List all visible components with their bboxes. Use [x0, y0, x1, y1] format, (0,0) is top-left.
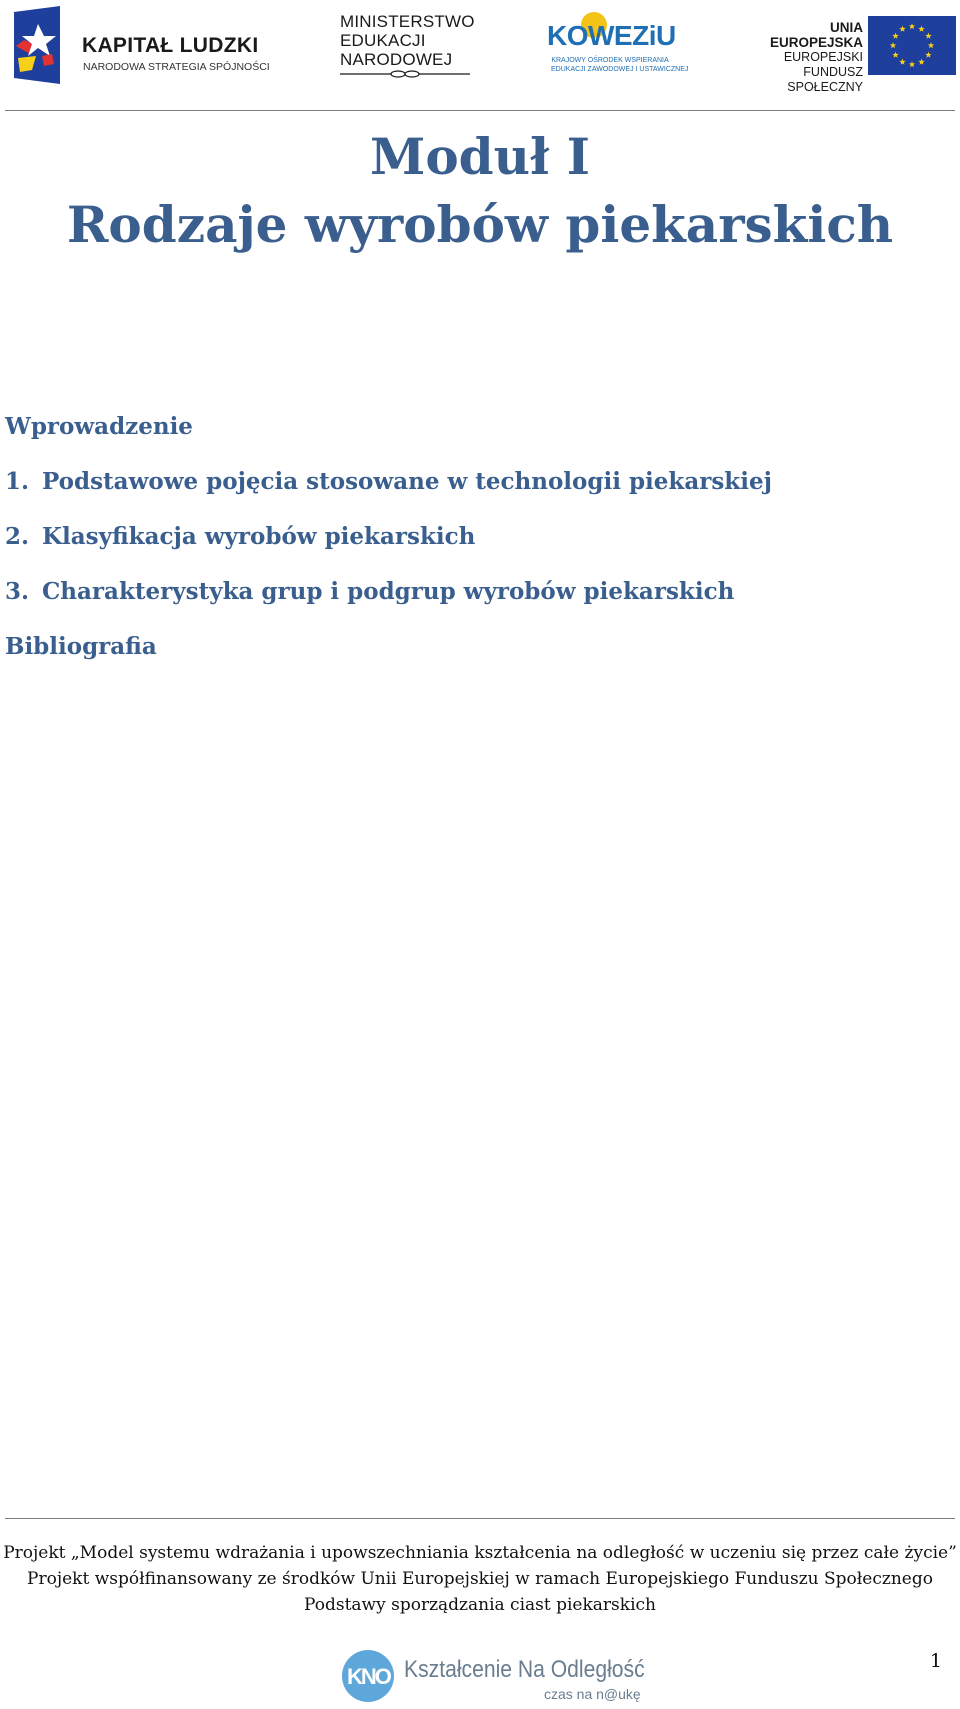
- koweziu-subtitle: [551, 56, 689, 74]
- toc-item-label: Charakterystyka grup i podgrup wyrobów piekarskich: [42, 578, 735, 605]
- unia-europejska-line1: UNIA EUROPEJSKA: [769, 20, 863, 50]
- toc-item-label: Podstawowe pojęcia stosowane w technologii piekarskiej: [42, 468, 772, 495]
- toc-item-2[interactable]: [5, 518, 945, 573]
- table-of-contents: [5, 408, 945, 683]
- footer-funding-line: Projekt współfinansowany ze środków Unii Europejskiej w ramach Europejskiego Funduszu Społecznego: [27, 1569, 933, 1589]
- module-title-line2: Rodzaje wyrobów piekarskich: [66, 195, 894, 254]
- kno-tagline: czas na n@ukę: [544, 1686, 641, 1702]
- kno-mark: KNO: [347, 1664, 390, 1689]
- footer-divider: [5, 1518, 955, 1519]
- ministerstwo-line3: NARODOWEJ: [340, 50, 453, 69]
- koweziu-logo: [545, 10, 689, 78]
- koweziu-title: KOWEZiU: [547, 20, 676, 51]
- footer-course-line: Podstawy sporządzania ciast piekarskich: [303, 1595, 656, 1615]
- kapital-ludzki-logo: [8, 6, 270, 86]
- module-title-line1: Moduł I: [369, 127, 591, 186]
- unia-europejska-logo: [735, 16, 957, 94]
- ministerstwo-line1: MINISTERSTWO: [340, 12, 475, 31]
- ministerstwo-line2: EDUKACJI: [340, 31, 426, 50]
- toc-item-label: Bibliografia: [5, 633, 157, 660]
- header-divider: [5, 110, 955, 111]
- page-header: [0, 0, 960, 110]
- page-footer: [0, 1540, 960, 1618]
- unia-europejska-line2: EUROPEJSKI: [783, 50, 863, 64]
- unia-europejska-line3: FUNDUSZ SPOŁECZNY: [787, 65, 863, 94]
- koweziu-subtitle-line2: EDUKACJI ZAWODOWEJ I USTAWICZNEJ: [551, 66, 689, 73]
- ksztalcenie-na-odleglosc-logo: [342, 1646, 645, 1706]
- ministerstwo-ornament-icon: [340, 70, 470, 78]
- toc-item-number: 2.: [5, 523, 30, 550]
- unia-europejska-text: [735, 20, 863, 95]
- toc-item-number: 1.: [5, 468, 30, 495]
- toc-item-1[interactable]: [5, 463, 945, 518]
- kapital-ludzki-flag-icon: [10, 6, 64, 84]
- ministerstwo-logo: [340, 12, 475, 78]
- toc-item-number: 3.: [5, 578, 30, 605]
- koweziu-subtitle-line1: KRAJOWY OŚRODEK WSPIERANIA: [551, 57, 669, 64]
- toc-item-label: Wprowadzenie: [5, 413, 193, 440]
- footer-project-line: Projekt „Model systemu wdrażania i upowszechniania kształcenia na odległość w uczeniu się przez całe życie”: [3, 1543, 957, 1563]
- toc-item-3[interactable]: [5, 573, 945, 628]
- page-number: 1: [929, 1650, 942, 1672]
- module-title: [0, 124, 960, 260]
- kapital-ludzki-title: KAPITAŁ LUDZKI: [82, 34, 259, 57]
- toc-item-intro[interactable]: [5, 408, 945, 463]
- eu-flag-icon: [868, 16, 956, 75]
- toc-item-bibliography[interactable]: [5, 628, 945, 683]
- kno-title: Kształcenie Na Odległość: [404, 1656, 645, 1683]
- kapital-ludzki-subtitle: NARODOWA STRATEGIA SPÓJNOŚCI: [83, 61, 270, 73]
- toc-item-label: Klasyfikacja wyrobów piekarskich: [42, 523, 476, 550]
